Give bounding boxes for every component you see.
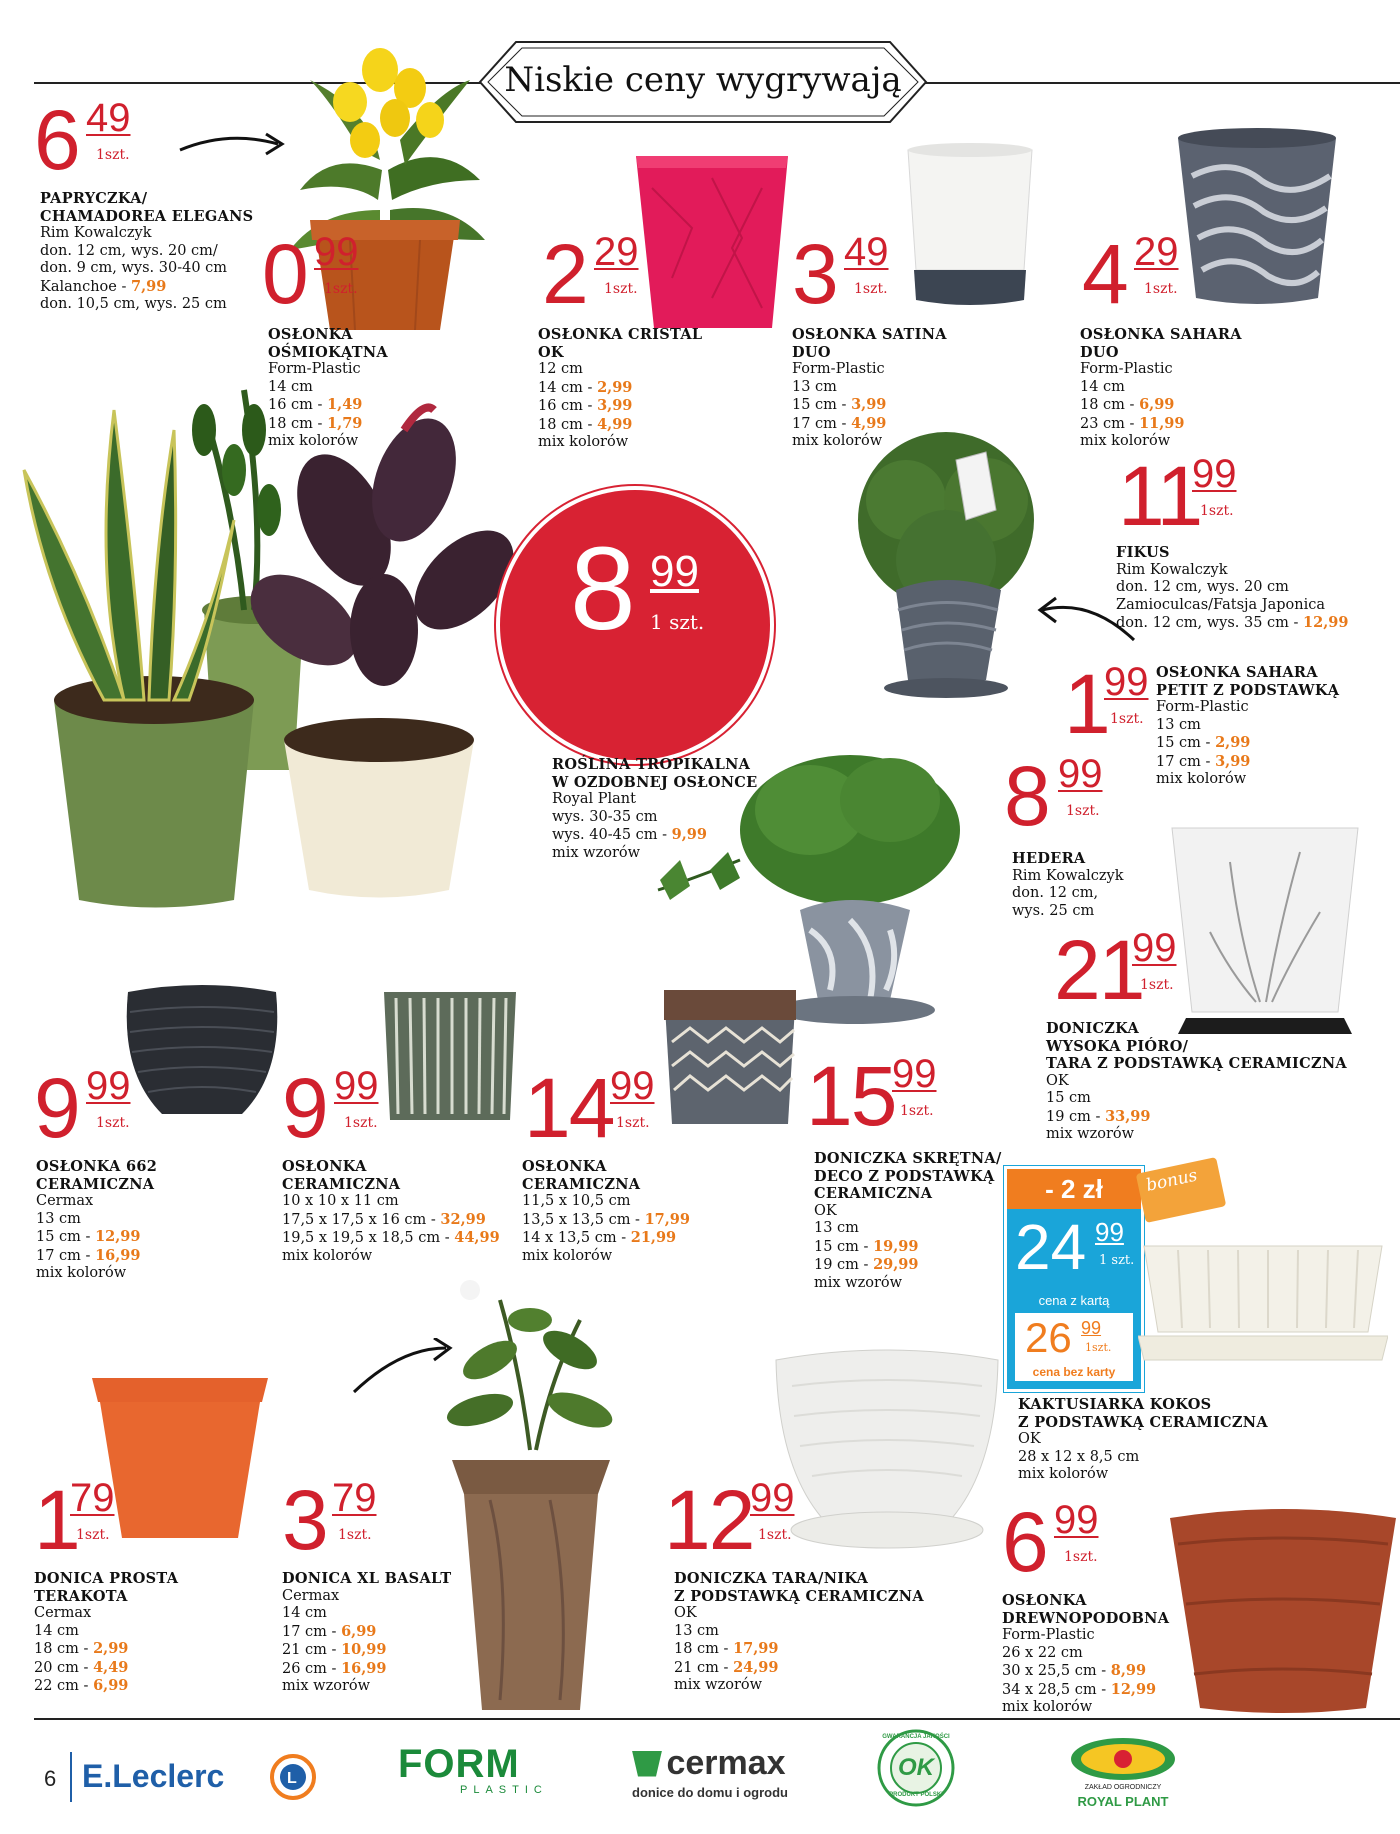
desc-piorko: DONICZKA WYSOKA PIÓRO/ TARA Z PODSTAWKĄ CERAMICZNA OK 15 cm 19 cm - 33,99 mix wzorów: [1046, 1020, 1347, 1142]
desc-hedera: HEDERA Rim Kowalczyk don. 12 cm, wys. 25 cm: [1012, 850, 1124, 919]
header-badge: [478, 40, 928, 124]
footer-rule: [34, 1718, 1400, 1720]
desc-sahara: OSŁONKA SAHARA DUO Form-Plastic 14 cm 18 cm - 6,99 23 cm - 11,99 mix kolorów: [1080, 326, 1242, 449]
price-osmiokatna: 0 99 1szt.: [262, 227, 359, 321]
page-title: Niskie ceny wygrywają: [504, 60, 902, 100]
price-ceram3: 14 99 1szt.: [524, 1061, 655, 1155]
form-plastic-logo: FORM PLASTIC: [398, 1742, 548, 1796]
desc-tropikalna: ROŚLINA TROPIKALNA W OZDOBNEJ OSŁONCE Royal Plant wys. 30-35 cm wys. 40-45 cm - 9,99 mix wzorów: [552, 756, 758, 861]
royal-plant-logo: ZAKŁAD OGRODNICZY ROYAL PLANT: [1068, 1736, 1178, 1816]
desc-drewno: OSŁONKA DREWNOPODOBNA Form-Plastic 26 x 22 cm 30 x 25,5 cm - 8,99 34 x 28,5 cm - 12,99 mix kolorów: [1002, 1592, 1170, 1715]
ok-quality-logo: GWARANCJA JAKOŚCI OK PRODUKT POLSKI: [876, 1728, 956, 1808]
price-ceram2: 9 99 1szt.: [282, 1061, 379, 1155]
price-sahara: 4 29 1szt.: [1082, 227, 1179, 321]
white-pot-image: [900, 140, 1040, 310]
desc-osmiokatna: OSŁONKA OŚMIOKĄTNA Form-Plastic 14 cm 16 cm - 1,49 18 cm - 1,79 mix kolorów: [268, 326, 388, 449]
wood-pot-image: [1166, 1504, 1400, 1716]
feather-pot-image: [1170, 822, 1360, 1042]
price-hedera: 8 99 1szt.: [1004, 749, 1103, 843]
price-662: 9 99 1szt.: [34, 1061, 131, 1155]
pink-pot-image: [632, 148, 792, 338]
desc-fikus: FIKUS Rim Kowalczyk don. 12 cm, wys. 20 cm Zamioculcas/Fatsja Japonica don. 12 cm, wys. 35 cm - 12,99: [1116, 544, 1349, 631]
price-tropikalna: 8 99 1 szt.: [500, 490, 770, 760]
desc-sahara-petit: OSŁONKA SAHARA PETIT Z PODSTAWKĄ Form-Plastic 13 cm 15 cm - 2,99 17 cm - 3,99 mix kolorów: [1156, 664, 1340, 787]
ficus-image: [836, 430, 1056, 720]
desc-terakota: DONICA PROSTA TERAKOTA Cermax 14 cm 18 cm - 2,99 20 cm - 4,49 22 cm - 6,99: [34, 1570, 179, 1694]
header-rule-right: [922, 82, 1400, 84]
price-skretna: 15 99 1szt.: [806, 1049, 937, 1143]
striped-pot-image: [380, 984, 520, 1128]
desc-ceram2: OSŁONKA CERAMICZNA 10 x 10 x 11 cm 17,5 x 17,5 x 16 cm - 32,99 19,5 x 19,5 x 18,5 cm - 44,99 mix kolorów: [282, 1158, 500, 1264]
bonus-price-box: - 2 zł 24 99 1 szt. cena z kartą 26 99 1szt. cena bez karty: [1004, 1166, 1144, 1392]
page-number: 6: [44, 1766, 57, 1791]
desc-ceram3: OSŁONKA CERAMICZNA 11,5 x 10,5 cm 13,5 x 13,5 cm - 17,99 14 x 13,5 cm - 21,99 mix kolorów: [522, 1158, 690, 1264]
price-satina: 3 49 1szt.: [792, 227, 889, 321]
price-papryczka: 6 49 1szt.: [34, 93, 131, 187]
desc-662: OSŁONKA 662 CERAMICZNA Cermax 13 cm 15 cm - 12,99 17 cm - 16,99 mix kolorów: [36, 1158, 158, 1281]
cactus-planter-image: [1138, 1236, 1388, 1366]
desc-skretna: DONICZKA SKRĘTNA/ DECO Z PODSTAWKĄ CERAMICZNA OK 13 cm 15 cm - 19,99 19 cm - 29,99 mix wzorów: [814, 1150, 1002, 1291]
price-cristal: 2 29 1szt.: [542, 227, 639, 321]
tropical-plants-image: [4, 370, 524, 910]
pot-662-image: [122, 982, 282, 1122]
desc-satina: OSŁONKA SATINA DUO Form-Plastic 13 cm 15 cm - 3,99 17 cm - 4,99 mix kolorów: [792, 326, 947, 449]
desc-basalt: DONICA XL BASALT Cermax 14 cm 17 cm - 6,99 21 cm - 10,99 26 cm - 16,99 mix wzorów: [282, 1570, 452, 1694]
price-fikus: 11 99 1szt.: [1118, 449, 1237, 543]
bonus-card-tag: bonus: [1136, 1157, 1227, 1223]
price-taranika: 12 99 1szt.: [664, 1473, 795, 1567]
desc-papryczka: PAPRYCZKA/ CHAMADOREA ELEGANS Rim Kowalczyk don. 12 cm, wys. 20 cm/ don. 9 cm, wys. 30-40 cm Kalanchoe - 7,99 don. 10,5 cm, wys. 25 cm: [40, 190, 254, 312]
price-drewno: 6 99 1szt.: [1002, 1495, 1099, 1589]
desc-kaktusiarka: KAKTUSIARKA KOKOS Z PODSTAWKĄ CERAMICZNA OK 28 x 12 x 8,5 cm mix kolorów: [1018, 1396, 1268, 1482]
desc-taranika: DONICZKA TARA/NIKA Z PODSTAWKĄ CERAMICZNA OK 13 cm 18 cm - 17,99 21 cm - 24,99 mix wzorów: [674, 1570, 924, 1693]
price-terakota: 1 79 1szt.: [34, 1473, 115, 1567]
desc-cristal: OSŁONKA CRISTAL OK 12 cm 14 cm - 2,99 16 cm - 3,99 18 cm - 4,99 mix kolorów: [538, 326, 703, 450]
cermax-logo: cermax donice do domu i ogrodu: [632, 1744, 788, 1800]
price-sahara-petit: 1 99 1szt.: [1064, 657, 1149, 751]
price-piorko: 21 99 1szt.: [1054, 923, 1177, 1017]
chevron-pot-image: [660, 982, 800, 1132]
leclerc-logo: E.Leclerc L: [70, 1750, 310, 1806]
grey-wave-pot-image: [1172, 126, 1342, 306]
price-basalt: 3 79 1szt.: [282, 1473, 377, 1567]
svg-text:L: L: [287, 1770, 297, 1787]
